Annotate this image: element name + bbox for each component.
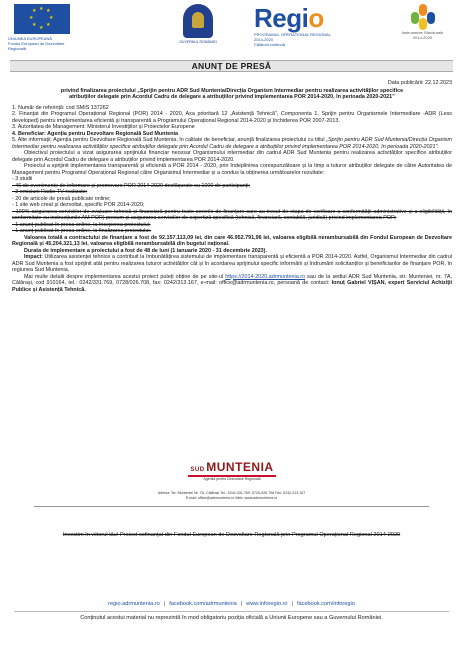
is-caption-line-2: 2014-2020 (412, 35, 433, 40)
footer-links: regio.adrmuntenia.ro | facebook.com/adrmuntenia | www.inforegio.ro | facebook.com/inforegio (108, 601, 355, 607)
adr-wordmark (188, 460, 276, 474)
government-caption: GUVERNUL ROMÂNIEI (179, 40, 217, 44)
result-item: - 46 de evenimente de informare și promovare POR 2014-2020 desfășurate cu 1000 de participanți; (12, 182, 250, 189)
more-info-text: Mai multe detalii despre implementarea acestui proiect puteți obține de pe site-ul (24, 273, 226, 280)
footer-link-facebook-adr[interactable]: facebook.com/adrmuntenia (169, 601, 237, 607)
footer-link-facebook-inforegio[interactable]: facebook.com/inforegio (296, 601, 355, 607)
total-value-label: Valoarea totală (24, 234, 63, 241)
support-paragraph: Proiectul a sprijinit implementarea transparentă și eficientă a POR 2014 - 2020, prin îndeplinirea corespunzătoare și la timp a tuturor atribuțiilor delegate de către Autoritatea de Management pentru Programul Operațional Regional către Organismul Intermediar și a condus la obținerea următoarelor rezultate: (12, 163, 452, 176)
adr-address: Adresa: Str. Muntenieі Nr. 7A, Călărași Tel.: 0242-331.769, 0728-026.708 Fax: 0242-313.167 (157, 491, 306, 495)
regio-word-end: o (308, 3, 324, 33)
item-other-info (12, 137, 452, 150)
footer-divider (34, 506, 429, 507)
regio-logo (254, 4, 334, 47)
investment-statement: Investim în viitorul tău! Proiect cofinanțat din Fondul European de Dezvoltare Regională prin Programul Operațional Regional 2014-2020 (62, 532, 401, 538)
item-funding: 2. Finanțat din Programul Operațional Regional (POR) 2014 - 2020, Axa prioritară 12 „Asistență Tehnică”, Componenta 1, Sprijin pentru Organismele Intermediare -ADR (Less developed) pentru implementarea eficientă și transparentă a Programului Operațional Regional 2014-2020 și închiderea POR 2007-2013. (12, 111, 452, 124)
regio-subtitle: PROGRAMUL OPERAȚIONAL REGIONAL 2014-2020 (254, 32, 331, 42)
government-logo (178, 4, 218, 44)
contact-person: Ionuț Gabriel VIȘAN, expert Serviciul Achiziții Publice și Asistență Tehnică. (12, 280, 452, 293)
result-item: - 1 anunț publicat în presa online, la finalizarea proiectului. (12, 228, 152, 234)
eu-disclaimer: Conținutul acestui material nu reprezintă în mod obligatoriu poziția oficială a Uniunii Europene sau a Guvernului României. (80, 615, 383, 621)
structural-instruments-logo (390, 4, 455, 40)
adr-email: E-mail: office@adrmuntenia.ro Web: www.adrmuntenia.ro (185, 496, 278, 500)
eu-flag-icon: ★ ★ ★ ★ ★ ★ ★ ★ (14, 4, 70, 34)
adr-sud: SUD (190, 467, 205, 473)
impact-label: Impact (24, 254, 42, 260)
result-item: - 3 studii (12, 176, 33, 182)
result-item: - 3 emisiuni Radio-TV realizate; (12, 189, 88, 195)
document-title: ANUNȚ DE PRESĂ (10, 60, 453, 72)
adr-contact-block (80, 491, 383, 501)
objective-paragraph: Obiectivul proiectului a vizat asigurarea sprijinului financiar necesar Organismului intermediar din cadrul ADR Sud Muntenia pentru realizarea activităților specifice atribuțiilor delegate prin Acordul Cadru de delegare a atribuțiilor privind implementarea POR 2014-2020. (12, 150, 452, 163)
is-caption-line-1: Instrumente Structurale (401, 30, 444, 35)
coat-of-arms-icon (183, 4, 213, 38)
more-info-paragraph (12, 274, 452, 294)
project-website-link[interactable]: https://2014-2020.adrmuntenia.ro (225, 273, 305, 280)
other-info-text: 5. Alte informații: Agenția pentru Dezvoltare Regională Sud Muntenia, în calitate de beneficiar, anunță finalizarea proiectului cu titlul (12, 137, 327, 143)
eu-caption-line-1: UNIUNEA EUROPEANĂ (8, 36, 53, 41)
total-value-text: a contractului de finanțare a fost de 92.157.113,09 lei, din care 46.952.791,96 lei, valoarea eligibilă nerambursabilă din Fondul European de Dezvoltare Regională și 45.204.321,13 lei, valoarea eligibilă nerambursabilă din bugetul național. (12, 234, 452, 247)
result-item: - 1 anunț publicat în presa online, la începerea proiectului; (12, 221, 151, 228)
adr-muntenia: MUNTENIA (206, 460, 274, 474)
duration-text: a proiectului a fost de 48 de luni (1 ianuarie 2020 - 31 decembrie 2023). (85, 247, 267, 254)
total-value-paragraph (12, 235, 452, 248)
impact-paragraph (12, 254, 452, 274)
eu-logo (8, 4, 78, 51)
reference-number: 1. Număr de referință: cod SMIS 137262 (12, 104, 109, 111)
footer-link-inforegio[interactable]: www.inforegio.ro (246, 601, 288, 607)
item-managing-authority: 3. Autoritatea de Management: Ministerul Investițiilor și Proiectelor Europene (12, 124, 195, 130)
structural-instruments-icon (411, 4, 435, 28)
bottom-divider (14, 611, 449, 612)
duration-label: Durata de implementare (24, 247, 86, 254)
structural-instruments-caption (390, 30, 455, 40)
project-title-italic: „Sprijin pentru ADR Sud Muntenia/Direcția Organism Intermediar pentru realizarea activităților specifice atribuțiilor delegate prin Acordul Cadru de delegare a atribuțiilor privind implementarea POR 2014-2020, în perioada 2020-2021”. (12, 137, 452, 150)
results-list (12, 176, 452, 235)
document-body (12, 80, 452, 293)
regio-wordmark (254, 4, 334, 32)
eu-caption (8, 36, 78, 51)
release-heading: privind finalizarea proiectului „Sprijin pentru ADR Sud Muntenia/Direcția Organism Intermediar pentru realizarea activităților specifice atribuțiilor delegate prin Acordul Cadru de delegare a atribuțiilor privind implementarea POR 2014-2020, în perioada 2020-2021” (60, 87, 404, 100)
logo-row (8, 4, 455, 56)
more-info-contact-details: sau de la sediul ADR Sud Muntenia, str. Muntenieі, nr. 7A, Călărași, cod 910164, tel.: 0242/331.769, 0728/026.708, fax: 0242/313.167, e-mail: office@adrmuntenia.ro, persoană de contact: (12, 273, 452, 286)
regio-slogan: Călătorii continuă (254, 42, 285, 47)
item-beneficiary: 4. Beneficiar: Agenția pentru Dezvoltare Regională Sud Muntenia (12, 130, 179, 137)
result-item: - 100% asigurarea serviciilor de evaluare tehnică și financiară pentru toate cererile de finanțare care au trecut de etapa de verificare a conformității administrative și a eligibilității, în conformitate cu instrucțiunile AM POR) precum și asigurarea serviciilor de expertiză specifică (tehnică, financiară, contabilă, juridică) privind implementarea POR; (12, 208, 452, 221)
footer-link-regio[interactable]: regio.adrmuntenia.ro (108, 601, 160, 607)
regio-word-start: Regi (254, 3, 309, 33)
impact-text: : Utilizarea asistenței tehnice a contribuit la îmbunătățirea sistemului de implementare transparentă și eficientă a POR 2014-2020. Astfel, Organismul Intermediar din cadrul ADR Sud Muntenia a fost sprijinit atât pentru realizarea tuturor activităților cât și în acordarea sprijinului specific informării și îndrumării solicitanților și beneficiarilor de finanțare POR, în regiunea Sud Muntenia. (12, 254, 452, 273)
eu-caption-line-2: Fondul European de Dezvoltare Regională (8, 41, 65, 51)
publication-date: Data publicării: 22.12.2023 (387, 80, 452, 86)
adr-sud-muntenia-logo (188, 460, 276, 490)
adr-agency-name: Agenția pentru Dezvoltare Regională (203, 477, 261, 481)
result-item: - 1 site web creat și dezvoltat, specific POR 2014-2020; (12, 202, 145, 208)
result-item: - 20 de articole de presă publicate online; (12, 195, 111, 202)
